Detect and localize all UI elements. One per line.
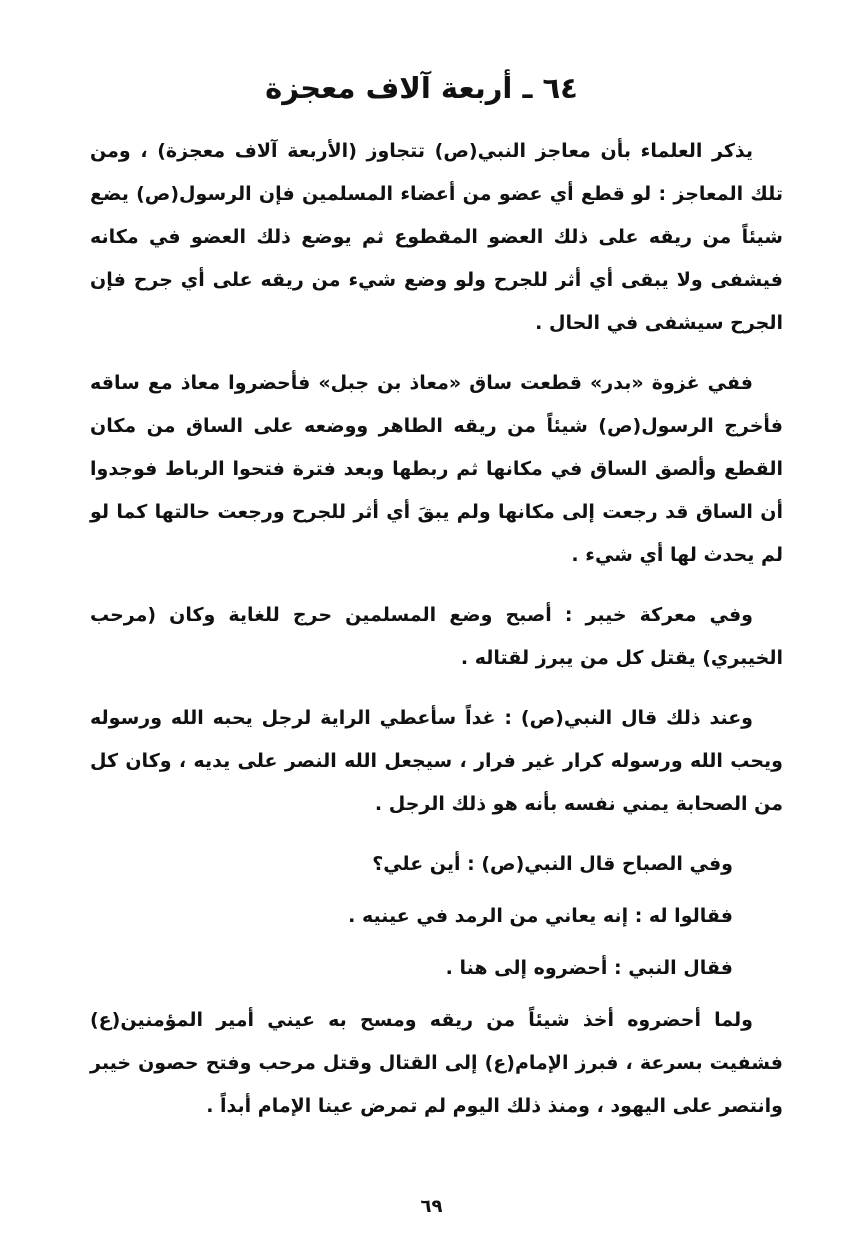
dialog-line-reply: فقالوا له : إنه يعاني من الرمد في عينيه .: [348, 904, 733, 927]
paragraph-khaybar: وفي معركة خيبر : أصبح وضع المسلمين حرج للغاية وكان (مرحب الخيبري) يقتل كل من يبرز لقتاله .: [90, 603, 783, 669]
paragraph-badr: ففي غزوة «بدر» قطعت ساق «معاذ بن جبل» فأحضروا معاذ مع ساقه فأخرج الرسول(ص) شيئاً من ريقه الطاهر ووضعه على الساق من مكان القطع وألصق الساق في مكانها ثم ربطها وبعد فترة فتحوا الرباط فوجدوا أن الساق قد رجعت إلى مكانها ولم يبقَ أي أثر للجرح ورجعت حالتها كما لو لم يحدث لها أي شيء .: [90, 371, 783, 566]
paragraph-banner: وعند ذلك قال النبي(ص) : غداً سأعطي الراية لرجل يحبه الله ورسوله ويحب الله ورسوله كرار غير فرار ، سيجعل الله النصر على يديه ، وكان كل من الصحابة يمني نفسه بأنه هو ذلك الرجل .: [90, 706, 783, 815]
dialog-line-morning: وفي الصباح قال النبي(ص) : أين علي؟: [372, 852, 733, 875]
page-number: ٦٩: [420, 1196, 443, 1217]
dialog-line-command: فقال النبي : أحضروه إلى هنا .: [445, 956, 733, 979]
paragraph-miracles-intro: يذكر العلماء بأن معاجز النبي(ص) تتجاوز (الأربعة آلاف معجزة) ، ومن تلك المعاجز : لو قطع أي عضو من أعضاء المسلمين فإن الرسول(ص) يضع شيئاً من ريقه على ذلك العضو المقطوع ثم يوضع ذلك العضو في مكانه فيشفى ولا يبقى أي أثر للجرح ولو وضع شيء من ريقه على أي جرح فإن الجرح سيشفى في الحال .: [90, 139, 783, 334]
paragraph-closing: ولما أحضروه أخذ شيئاً من ريقه ومسح به عيني أمير المؤمنين(ع) فشفيت بسرعة ، فبرز الإمام(ع) إلى القتال وقتل مرحب وفتح حصون خيبر وانتصر على اليهود ، ومنذ ذلك اليوم لم تمرض عينا الإمام أبداً .: [90, 1008, 783, 1117]
chapter-title: ٦٤ ـ أربعة آلاف معجزة: [265, 71, 578, 105]
